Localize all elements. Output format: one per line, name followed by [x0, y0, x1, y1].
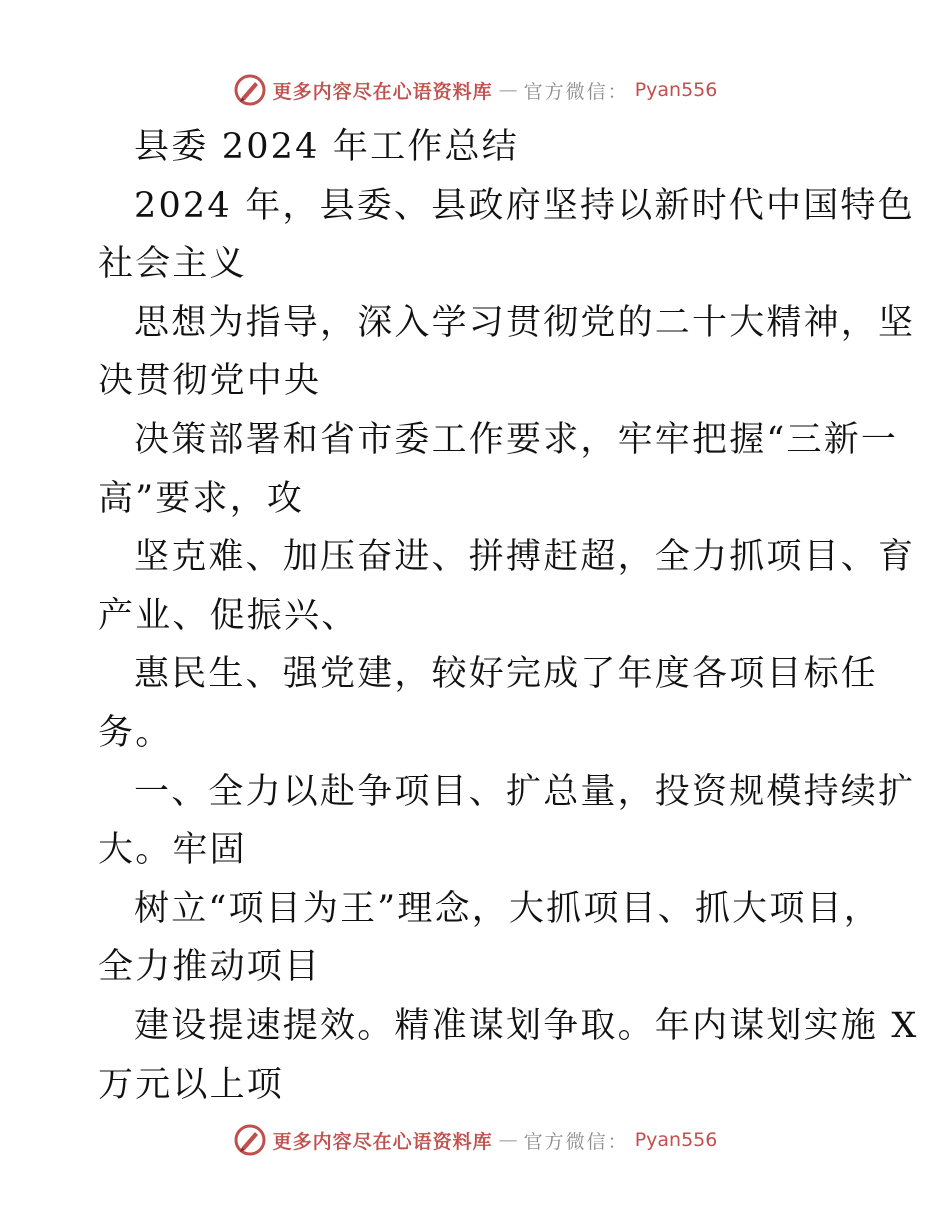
banner-dash: — [498, 79, 518, 101]
text-line: 惠民生、强党建，较好完成了年度各项目标任 [134, 654, 879, 695]
text-line: 思想为指导，深入学习贯彻党的二十大精神，坚 [134, 302, 916, 343]
banner-site-text: 更多内容尽在心语资料库 [272, 80, 493, 103]
banner-wechat-label: 官方微信： [523, 1130, 629, 1153]
banner-wechat-id: Pyan556 [634, 79, 718, 101]
text-line: 建设提速提效。精准谋划争取。年内谋划实施 X [134, 1005, 919, 1046]
text-line: 2024 年，县委、县政府坚持以新时代中国特色 [134, 185, 915, 226]
text-line: 坚克难、加压奋进、拼搏赶超，全力抓项目、育 [134, 537, 916, 578]
text-line: 社会主义 [98, 244, 247, 285]
text-line: 高”要求，攻 [98, 478, 305, 519]
banner-site-text: 更多内容尽在心语资料库 [272, 1130, 493, 1153]
text-line: 决贯彻党中央 [98, 361, 322, 402]
section-heading-line: 一、全力以赴争项目、扩总量，投资规模持续扩 [134, 771, 916, 812]
footer-banner [0, 1120, 950, 1160]
text-line: 大。牢固 [98, 830, 247, 871]
banner-wechat-label: 官方微信： [523, 80, 629, 103]
text-line: 产业、促振兴、 [98, 595, 359, 636]
text-line: 树立“项目为王”理念，大抓项目、抓大项目， [134, 888, 881, 929]
document-body [98, 118, 919, 1114]
text-line: 万元以上项 [98, 1064, 285, 1105]
banner-wechat-id: Pyan556 [634, 1129, 718, 1151]
pen-seal-icon [233, 1123, 267, 1157]
pen-seal-icon [233, 73, 267, 107]
text-line: 全力推动项目 [98, 947, 322, 988]
text-line: 务。 [98, 712, 173, 753]
document-title: 县委 2024 年工作总结 [134, 127, 519, 167]
text-line: 决策部署和省市委工作要求，牢牢把握“三新一 [134, 419, 899, 460]
header-banner [0, 70, 950, 110]
banner-dash: — [498, 1129, 518, 1151]
